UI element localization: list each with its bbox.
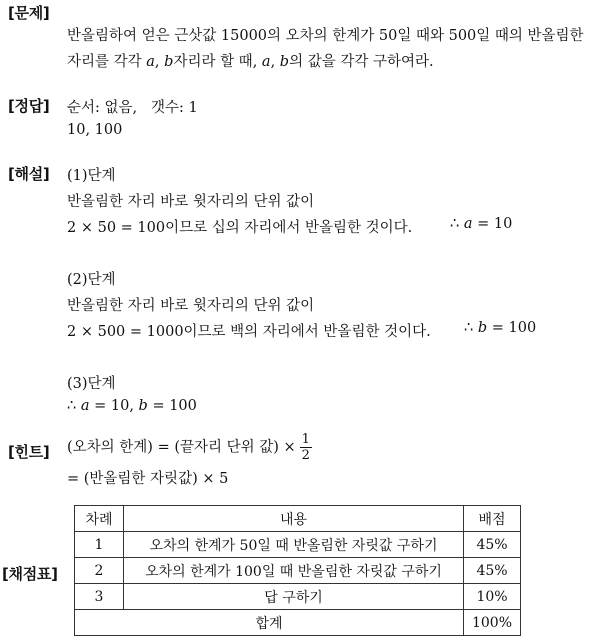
rubric-table xyxy=(74,505,521,636)
row-content: 오차의 한계가 100일 때 반올림한 자릿값 구하기 xyxy=(124,558,464,584)
hint-line-2: = (반올림한 자릿값) × 5 xyxy=(67,471,229,487)
problem-line-2: 자리를 각각 a, b자리라 할 때, a, b의 값을 각각 구하여라. xyxy=(67,54,434,70)
rubric-header-row xyxy=(75,506,521,532)
rubric-label: [채점표] xyxy=(2,565,58,583)
total-points: 100% xyxy=(464,610,521,636)
row-content: 답 구하기 xyxy=(124,584,464,610)
header-order: 차례 xyxy=(75,506,124,532)
problem-line-1: 반올림하여 얻은 근삿값 15000의 오차의 한계가 50일 때와 500일 때의 반올림한 xyxy=(67,28,584,44)
hint-fraction: $\frac{1}{2}$ xyxy=(301,432,310,463)
step3-result: ∴ a = 10, b = 100 xyxy=(67,398,197,414)
step2-line-1: 반올림한 자리 바로 윗자리의 단위 값이 xyxy=(67,298,315,314)
table-row xyxy=(75,584,521,610)
total-label: 합계 xyxy=(75,610,464,636)
rubric-total-row xyxy=(75,610,521,636)
step2-line-2: 2 × 500 = 1000이므로 백의 자리에서 반올림한 것이다. xyxy=(67,324,431,340)
row-points: 10% xyxy=(464,584,521,610)
row-order: 1 xyxy=(75,532,124,558)
hint-line-1: (오차의 한계) = (끝자리 단위 값) × $\frac{1}{2}$ xyxy=(67,432,310,463)
step1-title: (1)단계 xyxy=(67,168,116,184)
table-row xyxy=(75,558,521,584)
answer-label: [정답] xyxy=(8,97,50,115)
step1-line-1: 반올림한 자리 바로 윗자리의 단위 값이 xyxy=(67,194,315,210)
row-content: 오차의 한계가 50일 때 반올림한 자릿값 구하기 xyxy=(124,532,464,558)
problem-label: [문제] xyxy=(8,4,50,22)
row-order: 2 xyxy=(75,558,124,584)
table-row xyxy=(75,532,521,558)
solution-label: [해설] xyxy=(8,165,50,183)
step3-title: (3)단계 xyxy=(67,376,116,392)
step2-conclusion: ∴ b = 100 xyxy=(464,320,537,336)
row-points: 45% xyxy=(464,558,521,584)
answer-meta: 순서: 없음, 갯수: 1 xyxy=(67,100,198,116)
step1-conclusion: ∴ a = 10 xyxy=(450,216,513,232)
header-points: 배점 xyxy=(464,506,521,532)
answer-value: 10, 100 xyxy=(67,122,123,138)
row-points: 45% xyxy=(464,532,521,558)
step2-title: (2)단계 xyxy=(67,272,116,288)
step1-line-2: 2 × 50 = 100이므로 십의 자리에서 반올림한 것이다. xyxy=(67,220,413,236)
hint-label: [힌트] xyxy=(8,443,50,461)
header-content: 내용 xyxy=(124,506,464,532)
row-order: 3 xyxy=(75,584,124,610)
